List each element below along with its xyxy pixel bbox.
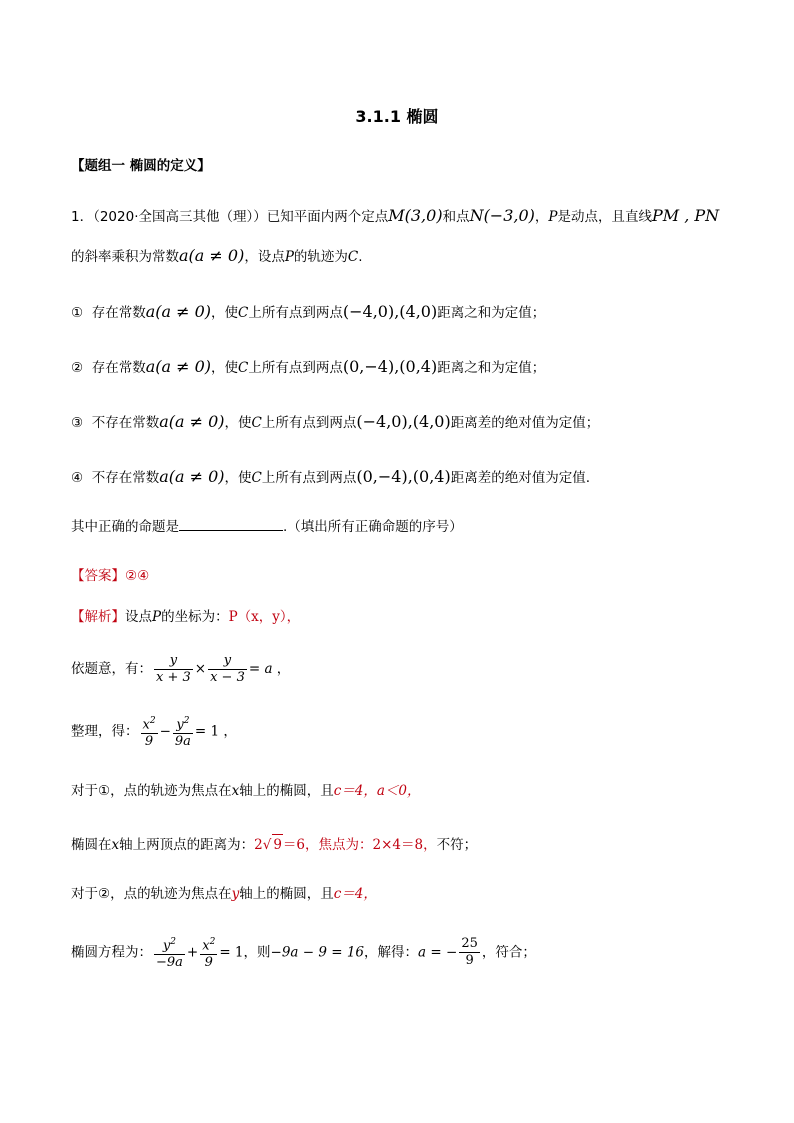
group-heading: 【题组一 椭圆的定义】	[71, 158, 211, 174]
option-3	[71, 412, 599, 433]
option-text: 上所有点到两点	[248, 360, 343, 376]
fraction-x2-over-9: $\frac{x^2}{9}$	[142, 716, 156, 750]
var-p: P	[548, 209, 558, 225]
page-title: 3.1.1 椭圆	[355, 107, 439, 126]
fraction-y-over-x-plus-3: $\frac{y}{x + 3}$	[156, 652, 191, 685]
analysis-text: 轴上的椭圆，且	[239, 886, 334, 902]
analysis-line-7: 椭圆方程为： $\frac{y^2}{-9a}$ + $\frac{x^2}{9}$ = 1，则−9a − 9 = 16，解得：a = − $\frac{25}{9}$ ，符合；	[71, 934, 536, 971]
problem-text: .	[358, 249, 363, 265]
answer-value: ②④	[125, 568, 150, 584]
analysis-line-3: 整理，得： $\frac{x^2}{9}$ − $\frac{y^2}{9a}$ = 1 ，	[71, 713, 237, 750]
equation: −9a − 9 = 16	[270, 944, 365, 961]
analysis-line-5	[71, 834, 477, 855]
option-text: 上所有点到两点	[248, 305, 343, 321]
analysis-text: 轴上的椭圆，且	[239, 783, 334, 799]
condition-c-4: c＝4，	[333, 886, 377, 902]
sqrt-value: 9	[272, 834, 283, 855]
option-text: 距离之和为定值；	[437, 360, 546, 376]
point-n: N(−3,0)	[469, 206, 535, 225]
a-condition: a(a ≠ 0)	[179, 246, 245, 265]
var-x: x	[111, 837, 120, 853]
condition-c-4: c＝4，a＜0，	[333, 783, 421, 799]
problem-text: 和点	[442, 209, 470, 225]
problem-text: 的轨迹为	[293, 249, 348, 265]
question-text: 其中正确的命题是	[71, 519, 179, 535]
option-1	[71, 302, 545, 323]
analysis-text: 对于①，点的轨迹为焦点在	[71, 783, 232, 799]
a-condition: a(a ≠ 0)	[145, 302, 212, 321]
analysis-text: 对于②，点的轨迹为焦点在	[71, 886, 232, 902]
analysis-line-2: 依题意，有： $\frac{y}{x + 3}$ × $\frac{y}{x - 3}$ = a ，	[71, 652, 291, 685]
var-p: P	[284, 249, 294, 265]
answer-line	[71, 566, 149, 586]
option-text: 上所有点到两点	[261, 470, 357, 486]
problem-text: 已知平面内两个定点	[266, 209, 389, 225]
answer-blank[interactable]	[179, 516, 283, 531]
option-text: 存在常数	[91, 305, 146, 321]
question-text: .（填出所有正确命题的序号）	[283, 519, 463, 535]
option-points: (0,−4),(0,4)	[356, 467, 451, 486]
option-text: ，使	[211, 360, 239, 376]
option-text: 距离差的绝对值为定值.	[450, 470, 591, 486]
option-4	[71, 467, 590, 488]
problem-number: 1．	[71, 209, 94, 225]
a-condition: a(a ≠ 0)	[145, 357, 212, 376]
analysis-line-6	[71, 884, 377, 904]
fraction-y2-over-neg9a: $\frac{y^2}{-9a}$	[156, 937, 183, 971]
analysis-text: 的坐标为：	[161, 609, 229, 625]
var-p: P	[152, 609, 162, 625]
analysis-text: 不符；	[436, 837, 478, 853]
sqrt-symbol: √	[262, 837, 272, 853]
question-line	[71, 516, 463, 537]
answer-label: 【答案】	[71, 568, 125, 584]
fraction-x2-over-9: $\frac{x^2}{9}$	[202, 937, 216, 971]
option-text: ，使	[224, 415, 252, 431]
focus-distance: 2×4＝8，	[372, 837, 437, 853]
problem-text: ，	[534, 209, 549, 225]
coord-p: P（x，y），	[228, 609, 301, 625]
analysis-text: ，则	[243, 944, 271, 961]
problem-text: 的斜率乘积为常数	[71, 249, 179, 265]
problem-line-1	[71, 206, 719, 227]
problem-source: （2020·全国高三其他（理））	[93, 209, 267, 225]
option-text: 距离差的绝对值为定值；	[450, 415, 600, 431]
var-c: C	[251, 470, 262, 486]
option-2	[71, 357, 545, 378]
analysis-text: ，符合；	[481, 944, 536, 961]
fraction-25-over-9: $\frac{25}{9}$	[461, 936, 478, 969]
option-number: ④	[71, 470, 84, 486]
var-c: C	[251, 415, 262, 431]
option-points: (0,−4),(0,4)	[342, 357, 438, 376]
analysis-line-1	[71, 607, 300, 627]
option-number: ③	[71, 415, 84, 431]
problem-text: ，设点	[244, 249, 285, 265]
var-c: C	[238, 360, 249, 376]
a-condition: a(a ≠ 0)	[159, 467, 225, 486]
analysis-line-4	[71, 781, 421, 801]
analysis-text: 依题意，有：	[71, 661, 152, 677]
option-text: 不存在常数	[91, 415, 160, 431]
analysis-label: 【解析】	[71, 609, 125, 625]
option-text: 存在常数	[91, 360, 146, 376]
fraction-y2-over-9a: $\frac{y^2}{9a}$	[174, 716, 191, 750]
var-c: C	[238, 305, 249, 321]
option-number: ②	[71, 360, 84, 376]
option-points: (−4,0),(4,0)	[356, 412, 451, 431]
vertex-distance: 2	[254, 837, 263, 853]
analysis-text: 椭圆方程为：	[71, 944, 152, 961]
var-x: x	[231, 783, 240, 799]
option-number: ①	[71, 305, 84, 321]
problem-text: 是动点，且直线	[557, 209, 652, 225]
option-text: 不存在常数	[91, 470, 160, 486]
option-points: (−4,0),(4,0)	[342, 302, 438, 321]
a-condition: a(a ≠ 0)	[159, 412, 225, 431]
fraction-y-over-x-minus-3: $\frac{y}{x - 3}$	[210, 652, 245, 685]
var-y: y	[231, 886, 240, 902]
analysis-text: ，解得：	[364, 944, 419, 961]
analysis-text: 整理，得：	[71, 723, 139, 740]
analysis-text: 椭圆在	[71, 837, 112, 853]
option-text: ，使	[224, 470, 252, 486]
point-m: M(3,0)	[388, 206, 443, 225]
var-c: C	[347, 249, 359, 265]
option-text: ，使	[211, 305, 239, 321]
analysis-text: 设点	[125, 609, 152, 625]
option-text: 距离之和为定值；	[437, 305, 546, 321]
problem-line-2	[71, 246, 363, 267]
analysis-text: 轴上两顶点的距离为：	[119, 837, 255, 853]
option-text: 上所有点到两点	[261, 415, 357, 431]
vertex-result: ＝6，焦点为：	[282, 837, 373, 853]
lines-pm-pn: PM , PN	[652, 206, 720, 225]
